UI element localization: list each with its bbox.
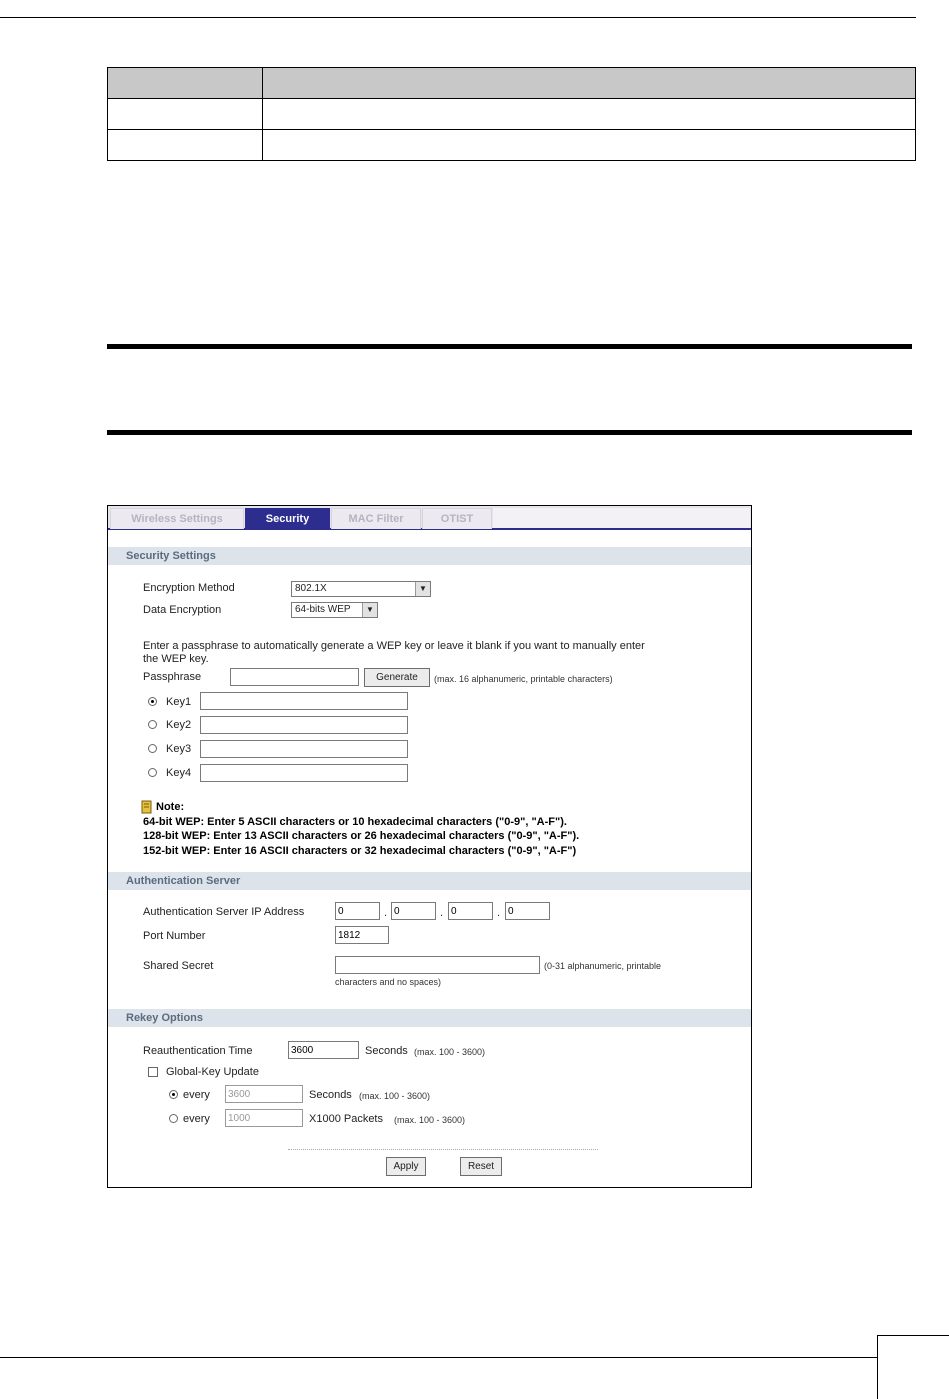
header-rule <box>0 17 916 18</box>
shared-secret-label: Shared Secret <box>143 960 214 972</box>
section-security-settings: Security Settings <box>108 547 751 565</box>
every-packets-unit: X1000 Packets <box>309 1113 383 1125</box>
data-encryption-label: Data Encryption <box>143 604 222 616</box>
generate-button[interactable]: Generate <box>364 668 430 687</box>
key1-radio[interactable] <box>148 697 157 706</box>
every-packets-input[interactable]: 1000 <box>225 1109 303 1127</box>
shared-secret-note-cont: characters and no spaces) <box>335 977 442 987</box>
data-encryption-select[interactable]: 64-bits WEP ▼ <box>291 602 378 618</box>
reauth-time-unit: Seconds <box>365 1045 408 1057</box>
key4-radio[interactable] <box>148 768 157 777</box>
page-number-box <box>877 1335 949 1399</box>
button-divider <box>288 1149 598 1150</box>
global-key-update-checkbox[interactable] <box>148 1067 158 1077</box>
reset-button[interactable]: Reset <box>460 1157 502 1176</box>
key4-label: Key4 <box>166 767 192 779</box>
footer-rule <box>0 1357 877 1358</box>
tab-bar-filler <box>493 508 750 528</box>
key2-label: Key2 <box>166 719 192 731</box>
note-line-64bit: 64-bit WEP: Enter 5 ASCII characters or 10 hexadecimal characters ("0-9", "A-F"). <box>143 816 567 828</box>
note-rule-bottom <box>107 430 912 435</box>
section-rekey-options: Rekey Options <box>108 1009 751 1027</box>
tab-mac-filter[interactable]: MAC Filter <box>331 508 421 529</box>
every-seconds-unit: Seconds <box>309 1089 352 1101</box>
tab-wireless-settings[interactable]: Wireless Settings <box>110 508 244 529</box>
note-line-128bit: 128-bit WEP: Enter 13 ASCII characters or 26 hexadecimal characters ("0-9", "A-F"). <box>143 830 580 842</box>
reauth-time-range: (max. 100 - 3600) <box>414 1047 486 1057</box>
key4-input[interactable] <box>200 764 408 782</box>
global-key-update-label: Global-Key Update <box>166 1066 259 1078</box>
reauth-time-input[interactable]: 3600 <box>288 1041 359 1059</box>
every-packets-range: (max. 100 - 3600) <box>394 1115 466 1125</box>
table-header-row <box>108 68 916 99</box>
tab-otist[interactable]: OTIST <box>422 508 492 529</box>
key2-input[interactable] <box>200 716 408 734</box>
chevron-down-icon: ▼ <box>362 603 377 617</box>
auth-server-ip-label: Authentication Server IP Address <box>143 906 305 918</box>
note-title: Note: <box>156 801 185 813</box>
reference-table <box>107 67 916 161</box>
passphrase-hint: Enter a passphrase to automatically generate a WEP key or leave it blank if you want to manually enter <box>143 640 645 652</box>
note-line-152bit: 152-bit WEP: Enter 16 ASCII characters or 32 hexadecimal characters ("0-9", "A-F") <box>143 845 577 857</box>
table-row <box>108 130 916 161</box>
note-rule-top <box>107 344 912 349</box>
every-seconds-input[interactable]: 3600 <box>225 1085 303 1103</box>
key3-radio[interactable] <box>148 744 157 753</box>
passphrase-label: Passphrase <box>143 671 202 683</box>
port-number-label: Port Number <box>143 930 206 942</box>
security-screen: Wireless Settings Security MAC Filter OTIST Security Settings Encryption Method 802.1X ▼ Data Encryption 64-bits WEP ▼ Enter a passphrase to automatically generate a WEP key or leave it blank if you want to manually enter the WEP key. Passphrase Generate (max. 16 alphanumeric, printable characters) Key1 Key2 Key3 Key4 Note: 64-bit WEP: Enter 5 ASCII characters or 10 hexadecimal characters ("0-9", "A-F"). 128-bit WEP: Enter 13 ASCII characters or 26 hexadecimal characters ("0-9", "A-F"). 152-bit WEP: Enter 16 ASCII characters or 32 hexadecimal characters ("0-9", "A-F") Authentication Server Authentication Server IP Address 0 . 0 . 0 . 0 Port Number 1812 Shared Secret (0-31 alphanumeric, printable characters and no spaces) Rekey Options Reauthentication Time 3600 Seconds (max. 100 - 3600) Global-Key Update every 3600 Seconds (max. 100 - 3600) every 1000 X1000 Packets (max. 100 - 3600) Apply Reset <box>107 505 752 1188</box>
port-number-input[interactable]: 1812 <box>335 926 389 944</box>
encryption-method-label: Encryption Method <box>143 582 235 594</box>
every-seconds-range: (max. 100 - 3600) <box>359 1091 431 1101</box>
passphrase-note: (max. 16 alphanumeric, printable characters) <box>434 674 613 684</box>
tab-bar <box>108 506 751 530</box>
auth-ip-octet-4[interactable]: 0 <box>505 902 550 920</box>
auth-ip-octet-1[interactable]: 0 <box>335 902 380 920</box>
key1-input[interactable] <box>200 692 408 710</box>
section-authentication-server: Authentication Server <box>108 872 751 890</box>
auth-ip-octet-2[interactable]: 0 <box>391 902 436 920</box>
passphrase-hint-cont: the WEP key. <box>143 653 209 665</box>
every-packets-radio[interactable] <box>169 1114 178 1123</box>
auth-ip-octet-3[interactable]: 0 <box>448 902 493 920</box>
tab-security[interactable]: Security <box>245 508 330 529</box>
every-packets-label: every <box>183 1113 210 1125</box>
key3-label: Key3 <box>166 743 192 755</box>
shared-secret-input[interactable] <box>335 956 540 974</box>
shared-secret-note: (0-31 alphanumeric, printable <box>544 961 662 971</box>
key3-input[interactable] <box>200 740 408 758</box>
apply-button[interactable]: Apply <box>386 1157 426 1176</box>
table-row <box>108 99 916 130</box>
passphrase-input[interactable] <box>230 668 359 686</box>
every-seconds-radio[interactable] <box>169 1090 178 1099</box>
note-icon <box>141 800 153 814</box>
key1-label: Key1 <box>166 696 192 708</box>
encryption-method-select[interactable]: 802.1X ▼ <box>291 581 431 597</box>
every-seconds-label: every <box>183 1089 210 1101</box>
reauth-time-label: Reauthentication Time <box>143 1045 253 1057</box>
key2-radio[interactable] <box>148 720 157 729</box>
chevron-down-icon: ▼ <box>415 582 430 596</box>
